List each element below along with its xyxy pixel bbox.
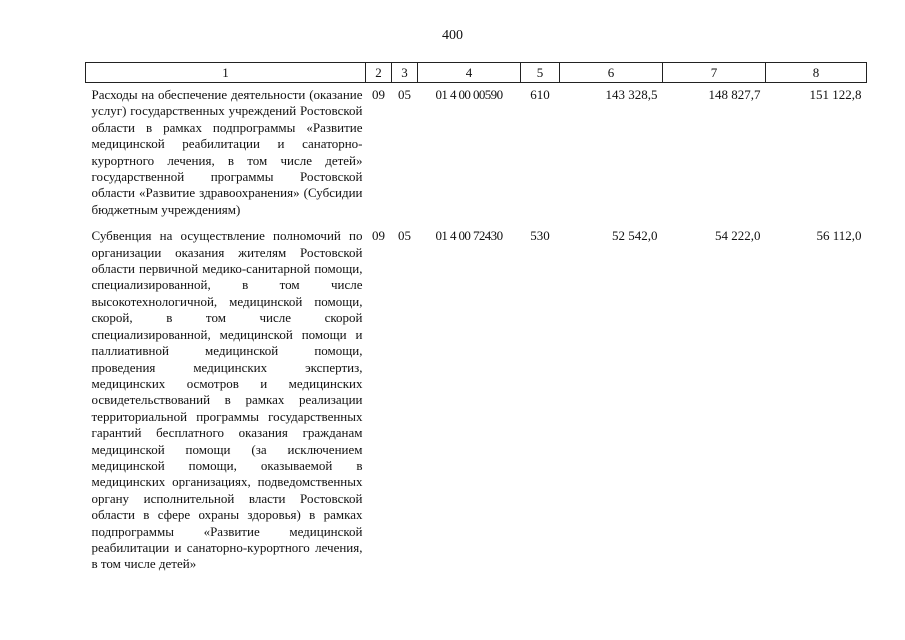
header-cell-1: 1 (86, 63, 366, 83)
table-row (86, 83, 867, 229)
header-cell-6: 6 (560, 63, 663, 83)
row-year1-amount: 143 328,5 (605, 87, 658, 102)
row-section: 09 (372, 87, 385, 102)
header-cell-2: 2 (366, 63, 392, 83)
row-expense-type: 530 (530, 228, 550, 244)
header-cell-8: 8 (766, 63, 867, 83)
row-target-article: 01 4 00 72430 (435, 228, 503, 244)
row-subsection: 05 (398, 228, 411, 244)
row-target-article: 01 4 00 00590 (435, 87, 503, 102)
row-year3-amount: 56 112,0 (816, 228, 862, 244)
row-subsection: 05 (398, 87, 411, 102)
table-row (86, 228, 867, 583)
row-year2-amount: 54 222,0 (715, 228, 761, 244)
row-section: 09 (372, 228, 385, 244)
row-description: Субвенция на осуществление полномочий по организации оказания жителям Ростовской области первичной медико-санитарной помощи, специализированной, в том числе высокотехнологичной, медицинской помощи, скорой, в том числе скорой специализированной, медицинской помощи и паллиативной медицинской помощи, проведения медицинских экспертиз, медицинских осмотров и медицинских освидетельствований в рамках реализации территориальной программы государственных гарантий бесплатного оказания гражданам медицинской помощи (за исключением медицинской помощи, оказываемой в медицинских организациях, подведомственных органу исполнительной власти Ростовской области в сфере охраны здоровья) в рамках подпрограммы «Развитие медицинской реабилитации и санаторно-курортного лечения, в том числе детей» (91, 228, 363, 572)
page-number: 400 (442, 28, 463, 43)
header-row (86, 63, 867, 83)
row-year3-amount: 151 122,8 (809, 87, 862, 102)
row-expense-type: 610 (530, 87, 550, 102)
row-year1-amount: 52 542,0 (612, 228, 658, 244)
header-cell-5: 5 (521, 63, 560, 83)
header-cell-7: 7 (663, 63, 766, 83)
header-cell-4: 4 (418, 63, 521, 83)
row-year2-amount: 148 827,7 (708, 87, 761, 102)
budget-table (85, 62, 867, 583)
header-cell-3: 3 (392, 63, 418, 83)
row-description: Расходы на обеспечение деятельности (оказание услуг) государственных учреждений Ростовской области в рамках подпрограммы «Развитие медицинской реабилитации и санаторно-курортного лечения, в том числе детей» государственной программы Ростовской области «Развитие здравоохранения» (Субсидии бюджетным учреждениям) (91, 87, 363, 217)
